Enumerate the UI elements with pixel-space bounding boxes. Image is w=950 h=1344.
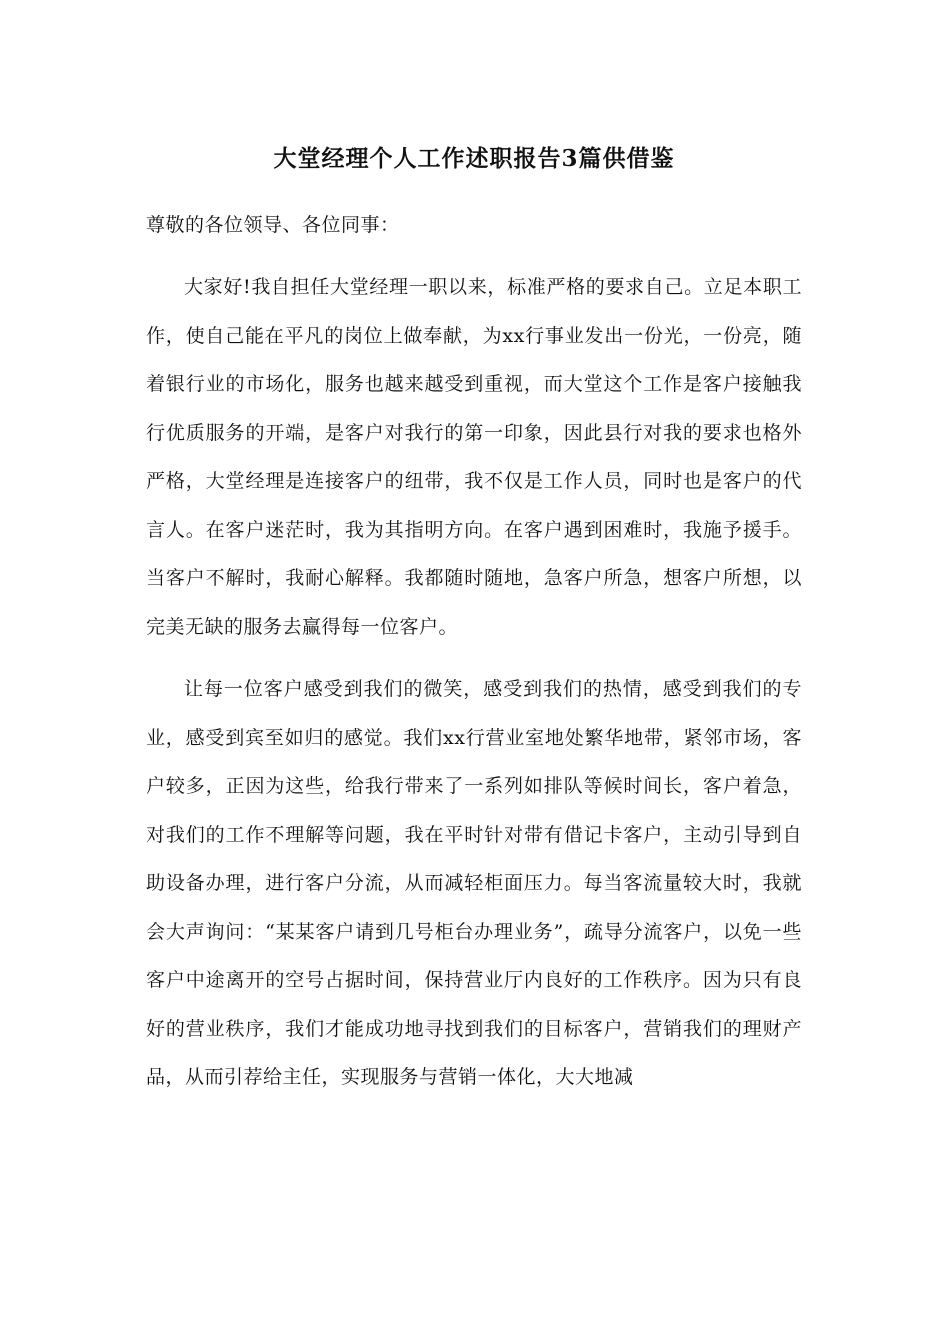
- paragraph-1: 大家好!我自担任大堂经理一职以来，标准严格的要求自己。立足本职工作，使自己能在平凡的岗位上做奉献，为xx行事业发出一份光，一份亮，随着银行业的市场化，服务也越来越受到重视，而大堂这个工作是客户接触我行优质服务的开端，是客户对我行的第一印象，因此县行对我的要求也格外严格，大堂经理是连接客户的纽带，我不仅是工作人员，同时也是客户的代言人。在客户迷茫时，我为其指明方向。在客户遇到困难时，我施予援手。当客户不解时，我耐心解释。我都随时随地，急客户所急，想客户所想，以完美无缺的服务去赢得每一位客户。: [146, 276, 802, 638]
- document-title: 大堂经理个人工作述职报告3篇供借鉴: [273, 145, 675, 172]
- salutation: 尊敬的各位领导、各位同事：: [146, 214, 400, 236]
- document-body: [146, 135, 802, 1102]
- paragraph-2: 让每一位客户感受到我们的微笑，感受到我们的热情，感受到我们的专业，感受到宾至如归的感觉。我们xx行营业室地处繁华地带，紧邻市场，客户较多，正因为这些，给我行带来了一系列如排队等候时间长，客户着急，对我们的工作不理解等问题，我在平时针对带有借记卡客户，主动引导到自助设备办理，进行客户分流，从而减轻柜面压力。每当客流量较大时，我就会大声询问：“某某客户请到几号柜台办理业务”，疏导分流客户，以免一些客户中途离开的空号占据时间，保持营业厅内良好的工作秩序。因为只有良好的营业秩序，我们才能成功地寻找到我们的目标客户，营销我们的理财产品，从而引荐给主任，实现服务与营销一体化，大大地减: [146, 678, 802, 1088]
